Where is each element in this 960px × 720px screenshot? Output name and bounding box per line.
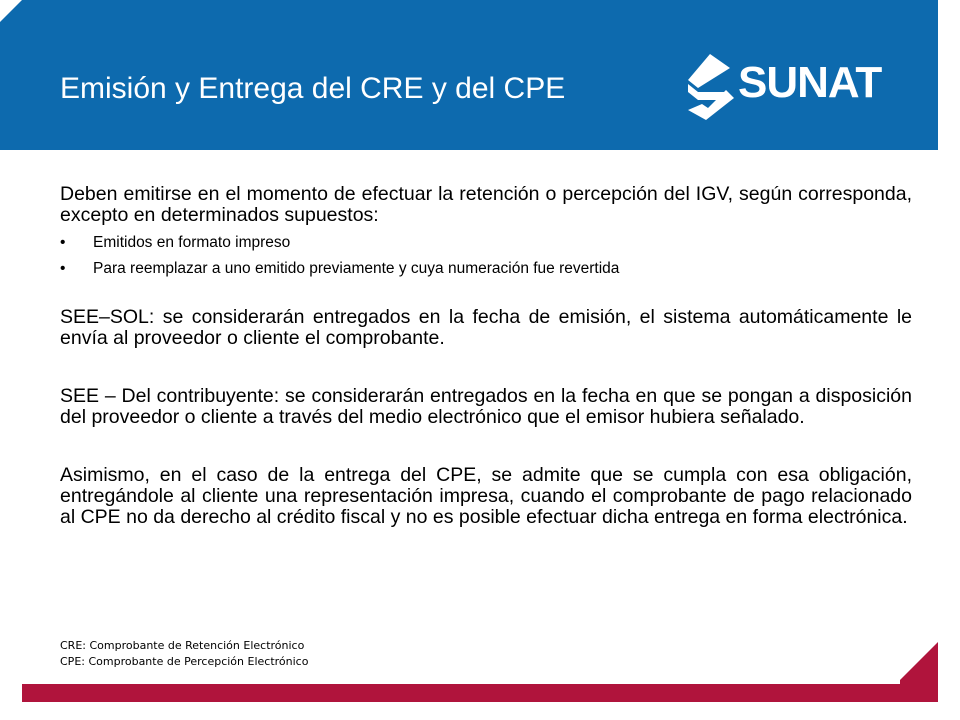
list-item xyxy=(60,260,912,277)
footnote-cpe: CPE: Comprobante de Percepción Electrónico xyxy=(60,655,309,668)
asimismo-paragraph: Asimismo, en el caso de la entrega del CPE, se admite que se cumpla con esa obligación, entregándole al cliente una representación impresa, cuando el comprobante de pago relacionado al CPE no da derecho al crédito fiscal y no es posible efectuar dicha entrega en forma electrónica. xyxy=(60,464,912,528)
list-item xyxy=(60,234,912,251)
slide-body xyxy=(60,184,912,528)
see-sol-paragraph: SEE–SOL: se considerarán entregados en la fecha de emisión, el sistema automáticamente le envía al proveedor o cliente el comprobante. xyxy=(60,306,912,349)
see-contribuyente-paragraph: SEE – Del contribuyente: se considerarán entregados en la fecha en que se pongan a disposición del proveedor o cliente a través del medio electrónico que el emisor hubiera señalado. xyxy=(60,385,912,428)
list-item-text: Para reemplazar a uno emitido previamente y cuya numeración fue revertida xyxy=(93,260,620,277)
sunat-logo-text: SUNAT xyxy=(738,58,882,107)
sunat-s-emblem-icon xyxy=(680,52,736,126)
exception-list xyxy=(60,234,912,277)
slide-title: Emisión y Entrega del CRE y del CPE xyxy=(60,72,566,105)
list-item-text: Emitidos en formato impreso xyxy=(93,234,291,251)
footnote-cre: CRE: Comprobante de Retención Electrónico xyxy=(60,639,305,652)
bullet-icon: • xyxy=(60,260,66,277)
sunat-logo xyxy=(680,52,920,126)
intro-paragraph: Deben emitirse en el momento de efectuar la retención o percepción del IGV, según corresponda, excepto en determinados supuestos: xyxy=(60,183,912,226)
bullet-icon: • xyxy=(60,234,66,251)
footnotes xyxy=(60,638,308,670)
